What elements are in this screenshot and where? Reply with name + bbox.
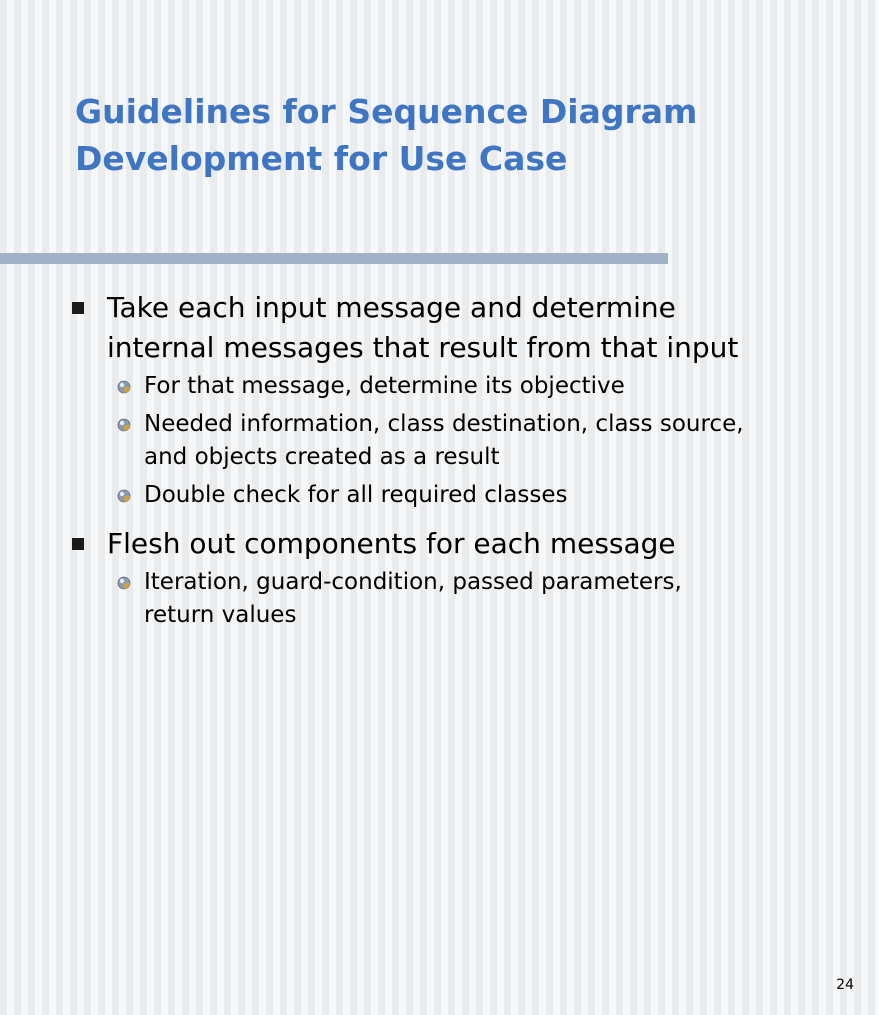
sub-bullet-item [0,479,878,512]
sub-bullet-line: and objects created as a result [144,444,500,470]
bullet-row [0,524,878,564]
sub-bullet-list [0,370,878,512]
bullet-text [107,524,878,564]
sub-bullet-line: Iteration, guard-condition, passed parameters, [144,569,682,595]
sub-bullet-list [0,566,878,632]
page-number: 24 [836,977,854,993]
bullet-item [0,288,878,512]
ball-bullet-icon [117,380,131,394]
bullet-line: Take each input message and determine [107,291,676,324]
title-underline-bar [0,253,668,264]
bullet-text [107,288,878,368]
square-bullet-icon [72,302,84,314]
title-line: Development for Use Case [75,139,568,178]
bullet-row [0,288,878,368]
bullet-item [0,524,878,632]
slide-title [75,88,835,182]
square-bullet-icon [72,538,84,550]
sub-bullet-item [0,408,878,474]
bullet-line: Flesh out components for each message [107,527,676,560]
ball-bullet-icon [117,489,131,503]
sub-bullet-line: Double check for all required classes [144,482,568,508]
sub-bullet-item [0,370,878,403]
sub-bullet-item [0,566,878,632]
sub-bullet-line: Needed information, class destination, class source, [144,411,744,437]
title-line: Guidelines for Sequence Diagram [75,92,698,131]
ball-bullet-icon [117,576,131,590]
bullet-line: internal messages that result from that input [107,331,739,364]
sub-bullet-line: return values [144,602,297,628]
ball-bullet-icon [117,418,131,432]
sub-bullet-line: For that message, determine its objective [144,373,625,399]
